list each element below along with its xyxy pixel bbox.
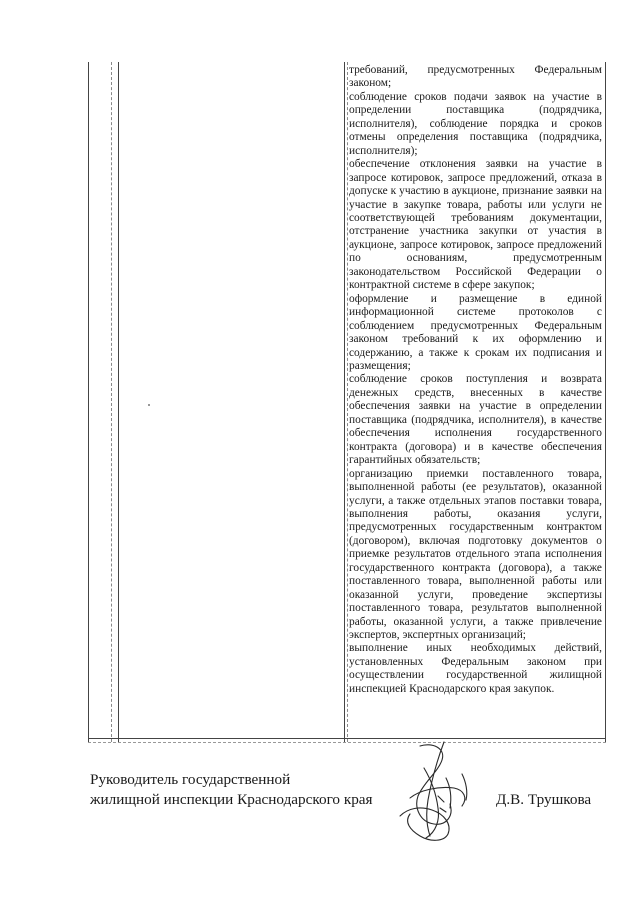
table-bottom-border-shadow bbox=[88, 742, 606, 743]
paragraph: требований, предусмотренных Федеральным законом; bbox=[349, 64, 602, 90]
paragraph: обеспечение отклонения заявки на участие в запросе котировок, запросе предложений, отказа в допуске к участию в аукционе, признание заявки на участие в закупке товара, работы или услуги не соответствующей требованиям документации, отстранение участника закупки от участия в аукционе, запросе котировок, запросе предложений по основаниям, предусмотренным законодательством Российской Федерации о контрактной системе в сфере закупок; bbox=[349, 158, 602, 292]
paragraph: организацию приемки поставленного товара, выполненной работы (ее результатов), оказанной услуги, а также отдельных этапов поставки товара, выполнения работы, оказания услуги, предусмотренных государственным контрактом (договором), включая подготовку документов о приемке результатов отдельного этапа исполнения государственного контракта (договора), а также поставленного товара, выполненной работы или оказанной услуги, проведение экспертизы поставленного товара, результатов выполненной работы, оказанной услуги, а также привлечение экспертов, экспертных организаций; bbox=[349, 467, 602, 642]
signatory-title bbox=[90, 770, 373, 810]
table-column-rule bbox=[347, 62, 348, 742]
table-column-rule bbox=[344, 62, 345, 742]
table-border-right bbox=[605, 62, 606, 742]
scan-speck bbox=[148, 404, 150, 406]
table-column-rule bbox=[111, 62, 112, 742]
handwritten-signature bbox=[380, 738, 490, 848]
table-bottom-border bbox=[88, 738, 606, 739]
paragraph: соблюдение сроков поступления и возврата денежных средств, внесенных в качестве обеспечения заявки на участие в определении поставщика (подрядчика, исполнителя), в качестве обеспечения исполнения государственного контракта (договора) и в качестве обеспечения гарантийных обязательств; bbox=[349, 373, 602, 467]
signatory-title-line: Руководитель государственной bbox=[90, 771, 291, 788]
paragraph: соблюдение сроков подачи заявок на участие в определении поставщика (подрядчика, исполнителя), соблюдение порядка и сроков отмены определения поставщика (подрядчика, исполнителя); bbox=[349, 90, 602, 157]
signatory-name: Д.В. Трушкова bbox=[496, 791, 592, 808]
table-column-rule bbox=[118, 62, 119, 742]
signatory-title-line: жилищной инспекции Краснодарского края bbox=[90, 791, 373, 808]
table-cell-text bbox=[349, 64, 602, 696]
paragraph: выполнение иных необходимых действий, установленных Федеральным законом при осуществлении государственной жилищной инспекцией Краснодарского края закупок. bbox=[349, 642, 602, 695]
table-border-left bbox=[88, 62, 89, 742]
paragraph: оформление и размещение в единой информационной системе протоколов с соблюдением предусмотренных Федеральным законом требований к их оформлению и содержанию, а также к срокам их подписания и размещения; bbox=[349, 292, 602, 372]
